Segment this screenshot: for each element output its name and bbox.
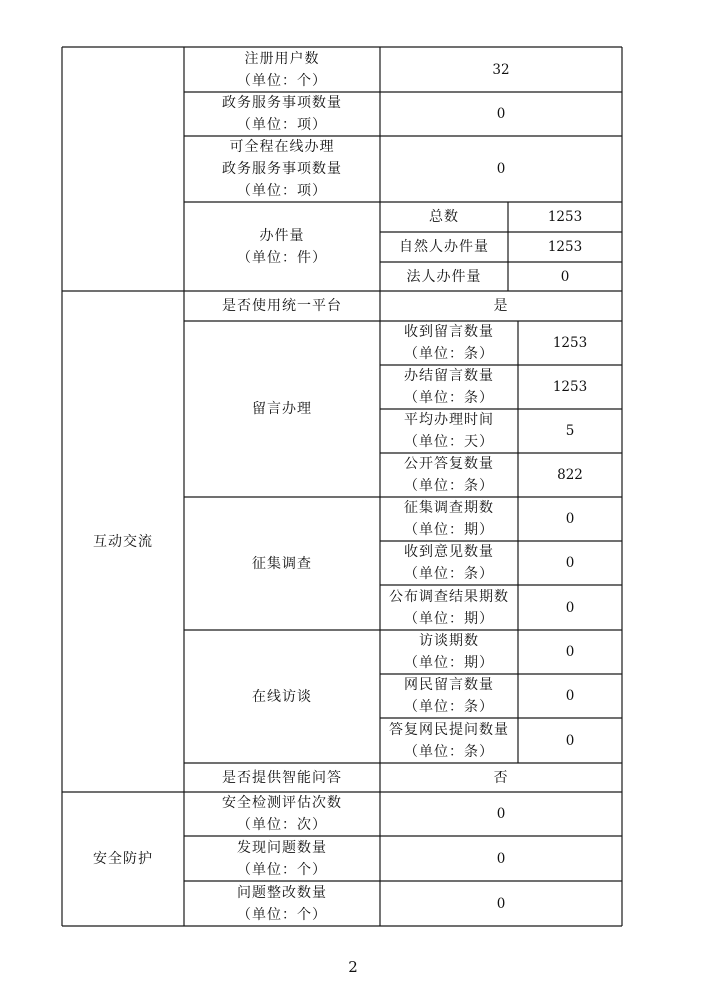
unit-text: （单位：个） (237, 72, 327, 89)
label-text: 网民留言数量 (404, 677, 494, 693)
msg-avg-time-label (380, 409, 518, 453)
cases-total-value: 1253 (547, 209, 583, 225)
interview-replies-value: 0 (565, 732, 575, 749)
label-text: 安全检测评估次数 (222, 795, 342, 811)
label-text-2: 政务服务事项数量 (222, 161, 342, 177)
unit-text: （单位：次） (237, 817, 327, 833)
label-text-1: 可全程在线办理 (229, 139, 335, 155)
label-text: 发现问题数量 (237, 839, 327, 856)
service-items-value: 0 (496, 106, 506, 122)
unit-text: （单位：期） (404, 655, 494, 671)
interview-periods-value: 0 (565, 644, 575, 660)
unit-text: （单位：项） (237, 183, 327, 199)
unit-text: （单位：件） (237, 249, 327, 266)
unit-text: （单位：条） (404, 390, 494, 406)
label-text: 征集调查期数 (404, 500, 494, 516)
label-text: 收到意见数量 (404, 544, 494, 560)
label-text: 收到留言数量 (404, 324, 494, 340)
interview-messages-value: 0 (565, 688, 575, 704)
survey-results-label (380, 585, 518, 630)
unit-text: （单位：期） (404, 522, 494, 538)
online-items-value: 0 (496, 161, 506, 177)
msg-closed-label (380, 365, 518, 409)
label-text: 注册用户数 (244, 50, 320, 67)
unit-text: （单位：条） (404, 346, 494, 362)
registered-users-value: 32 (492, 61, 510, 78)
unit-text: （单位：个） (237, 906, 327, 923)
msg-received-label (380, 321, 518, 365)
cases-legal-label: 法人办件量 (406, 268, 482, 285)
msg-avg-time-value: 5 (565, 423, 575, 439)
survey-group-label: 征集调查 (252, 555, 312, 572)
online-items-label (184, 136, 380, 202)
page-number: 2 (348, 958, 358, 976)
survey-opinions-value: 0 (565, 555, 575, 571)
label-text: 公布调查结果期数 (389, 588, 509, 605)
interview-replies-label (380, 718, 518, 763)
smart-qa-label: 是否提供智能问答 (222, 769, 342, 786)
cases-total-label: 总数 (429, 209, 459, 225)
unit-text: （单位：期） (404, 610, 494, 627)
interview-messages-label (380, 674, 518, 718)
label-text: 公开答复数量 (404, 456, 494, 472)
label-text: 答复网民提问数量 (389, 721, 509, 738)
label-text: 办结留言数量 (404, 368, 494, 384)
msg-closed-value: 1253 (552, 379, 588, 395)
service-items-label (184, 92, 380, 136)
security-checks-value: 0 (496, 806, 506, 822)
unit-text: （单位：条） (404, 699, 494, 715)
security-issues-label (184, 836, 380, 881)
security-issues-value: 0 (496, 850, 506, 867)
smart-qa-value: 否 (493, 769, 509, 786)
unit-text: （单位：条） (404, 743, 494, 760)
cases-legal-value: 0 (560, 268, 570, 285)
security-checks-label (184, 792, 380, 836)
unit-text: （单位：条） (404, 478, 494, 494)
msg-received-value: 1253 (552, 335, 588, 351)
survey-periods-value: 0 (565, 511, 575, 527)
unit-text: （单位：条） (404, 566, 494, 582)
section-security: 安全防护 (93, 851, 153, 867)
security-fixed-value: 0 (496, 895, 506, 912)
interview-periods-label (380, 630, 518, 674)
cases-label (184, 202, 380, 291)
label-text: 平均办理时间 (404, 412, 494, 428)
survey-periods-label (380, 497, 518, 541)
survey-results-value: 0 (565, 599, 575, 616)
label-text: 访谈期数 (419, 633, 479, 649)
msg-public-label (380, 453, 518, 497)
unified-platform-value: 是 (493, 298, 509, 314)
section-interaction: 互动交流 (93, 533, 153, 550)
unit-text: （单位：天） (404, 434, 494, 450)
unit-text: （单位：个） (237, 861, 327, 878)
messages-group-label: 留言办理 (252, 401, 312, 417)
label-text: 办件量 (259, 227, 305, 244)
registered-users-label (184, 47, 380, 92)
label-text: 问题整改数量 (237, 884, 327, 901)
interview-group-label: 在线访谈 (252, 688, 312, 705)
cases-person-label: 自然人办件量 (399, 239, 489, 255)
label-text: 政务服务事项数量 (222, 95, 342, 111)
survey-opinions-label (380, 541, 518, 585)
cases-person-value: 1253 (547, 239, 583, 255)
unified-platform-label: 是否使用统一平台 (222, 298, 342, 314)
security-fixed-label (184, 881, 380, 926)
msg-public-value: 822 (557, 467, 583, 483)
unit-text: （单位：项） (237, 117, 327, 133)
